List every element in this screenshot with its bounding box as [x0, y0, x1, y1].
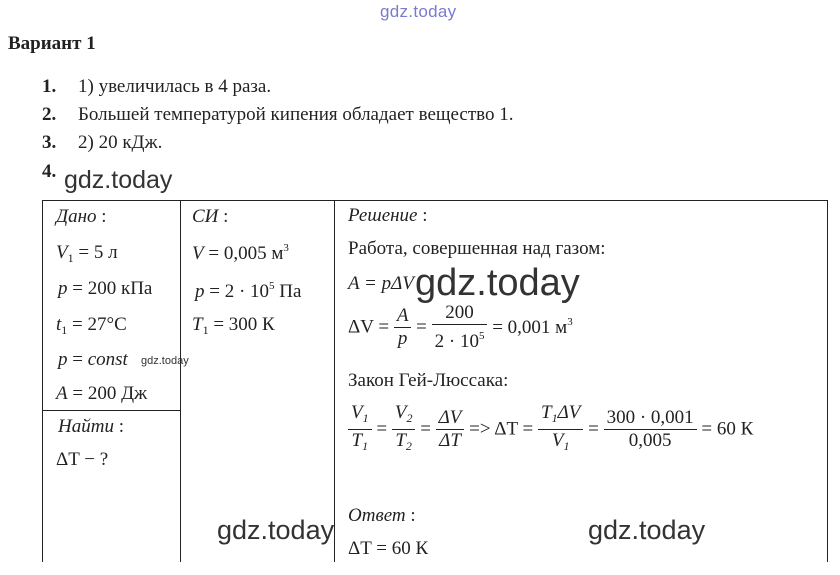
table-top-border — [42, 200, 828, 201]
find-header: Найти : — [58, 416, 124, 437]
answer-1-text: 1) увеличилась в 4 раза. — [78, 76, 272, 97]
si-v: V = 0,005 $м^3$ — [192, 242, 289, 264]
answer-2 — [42, 104, 514, 126]
law-label: Закон Гей-Люссака: — [348, 370, 509, 391]
fraction-200-over-pressure: $\frac{200}{2 \cdot 10^5}$ — [432, 302, 488, 353]
fraction-numeric: $\frac{300 \cdot 0,001}{0,005}$ — [604, 407, 697, 452]
work-label: Работа, совершенная над газом: — [348, 238, 606, 259]
solution-header: Решение : — [348, 205, 428, 226]
fraction-a-over-p: $\frac{A}{p}$ — [394, 305, 412, 350]
table-divider-2 — [334, 200, 335, 562]
equation-work: A = pΔV — [348, 273, 414, 294]
fraction-v1-over-t1: $\frac{V_1}{T_1}$ — [348, 402, 372, 457]
answer-3-text: 2) 20 кДж. — [78, 132, 163, 153]
table-right-border — [827, 200, 828, 562]
watermark-1: gdz.today — [64, 166, 173, 194]
si-header: СИ : — [192, 206, 229, 227]
watermark-2: gdz.today — [415, 262, 580, 304]
answer-4-number: 4. — [42, 161, 57, 182]
answer-label: Ответ : — [348, 505, 416, 526]
given-a: A = 200 Дж — [56, 383, 148, 404]
watermark-small: gdz.today — [141, 355, 189, 367]
given-header: Дано : — [56, 206, 107, 227]
si-p: $p = 2 \cdot 10^5$ Па — [195, 280, 302, 302]
watermark-3: gdz.today — [217, 515, 335, 545]
answer-1-number: 1. — [42, 76, 57, 97]
table-left-border — [42, 200, 43, 562]
watermark-4: gdz.today — [588, 515, 706, 545]
given-t1: $t_1 = 27^\circ C$ — [56, 314, 127, 337]
given-v1: $V_1 = 5$ л — [56, 242, 118, 265]
si-t1: $T_1 = 300$ К — [192, 314, 275, 337]
table-divider-1 — [180, 200, 181, 562]
equation-gay-lussac: $\frac{V_1}{T_1}$ = $\frac{V_2}{T_2}$ = $\frac{\Delta V}{\Delta T}$ => ΔT = $\frac{T_1\Delta V}{V_1}$ = $\frac{300 \cdot 0,001}{0,005}$ = 60 К — [348, 402, 753, 457]
answer-1 — [42, 76, 271, 98]
page-title: Вариант 1 — [8, 33, 96, 54]
watermark-top: gdz.today — [380, 2, 457, 21]
answer-2-number: 2. — [42, 104, 57, 125]
fraction-t1dv-over-v1: $\frac{T_1\Delta V}{V_1}$ — [538, 402, 583, 457]
answer-value: ΔT = 60 К — [348, 538, 429, 559]
answer-2-text: Большей температурой кипения обладает вещество 1. — [78, 104, 514, 125]
given-p-const: p = const — [58, 349, 128, 370]
answer-3-number: 3. — [42, 132, 57, 153]
equation-delta-v: ΔV = $\frac{A}{p}$ = $\frac{200}{2 \cdot 10^5}$ = 0,001 $м^3$ — [348, 302, 573, 352]
fraction-dv-over-dt: $\frac{\Delta V}{\Delta T}$ — [436, 407, 465, 452]
given-find-divider — [42, 410, 180, 411]
find-value: ΔT − ? — [56, 449, 109, 470]
fraction-v2-over-t2: $\frac{V_2}{T_2}$ — [392, 402, 416, 457]
given-p: p = 200 кПа — [58, 278, 153, 299]
answer-3 — [42, 132, 162, 154]
